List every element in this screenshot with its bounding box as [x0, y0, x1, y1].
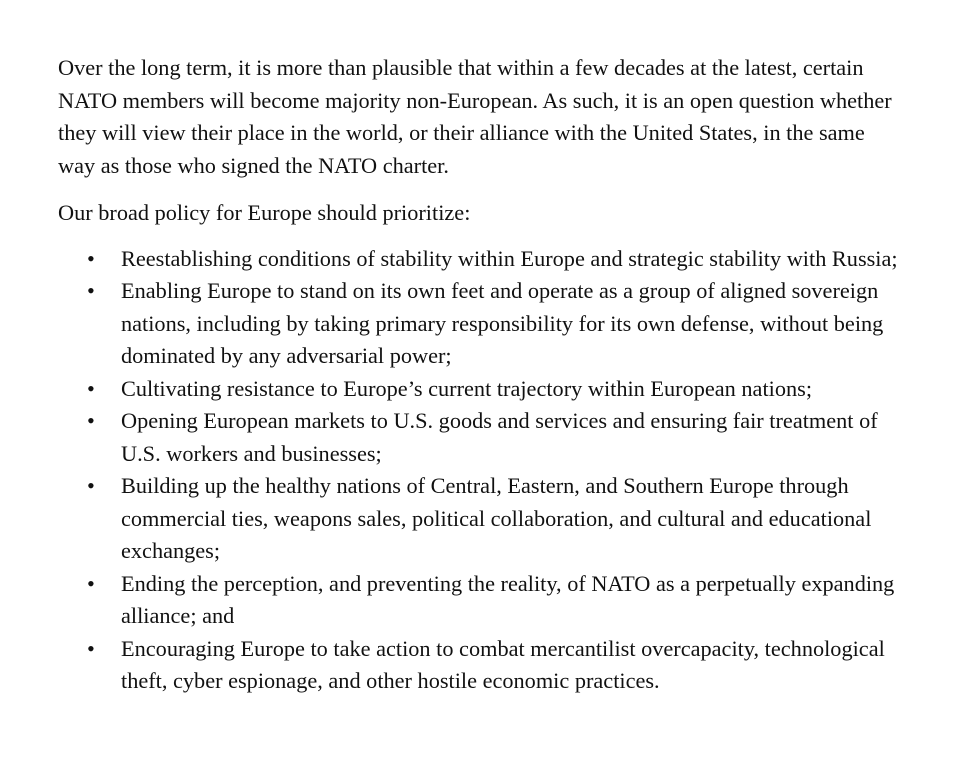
list-item: • Cultivating resistance to Europe’s current trajectory within European nations;: [58, 373, 898, 406]
list-item: • Ending the perception, and preventing the reality, of NATO as a perpetually expanding alliance; and: [58, 568, 898, 633]
list-item: • Encouraging Europe to take action to combat mercantilist overcapacity, technological theft, cyber espionage, and other hostile economic practices.: [58, 633, 898, 698]
list-item: • Reestablishing conditions of stability within Europe and strategic stability with Russia;: [58, 243, 898, 276]
list-item: • Opening European markets to U.S. goods and services and ensuring fair treatment of U.S. workers and businesses;: [58, 405, 898, 470]
intro-paragraph: Over the long term, it is more than plausible that within a few decades at the latest, certain NATO members will become majority non-European. As such, it is an open question whether they will view their place in the world, or their alliance with the United States, in the same way as those who signed the NATO charter.: [58, 55, 892, 178]
document-page: [58, 52, 898, 698]
policy-lead-in: Our broad policy for Europe should prioritize:: [58, 200, 471, 225]
list-item: • Enabling Europe to stand on its own feet and operate as a group of aligned sovereign nations, including by taking primary responsibility for its own defense, without being dominated by any adversarial power;: [58, 275, 898, 373]
policy-priority-list: [58, 243, 898, 698]
list-item: • Building up the healthy nations of Central, Eastern, and Southern Europe through commercial ties, weapons sales, political collaboration, and cultural and educational exchanges;: [58, 470, 898, 568]
